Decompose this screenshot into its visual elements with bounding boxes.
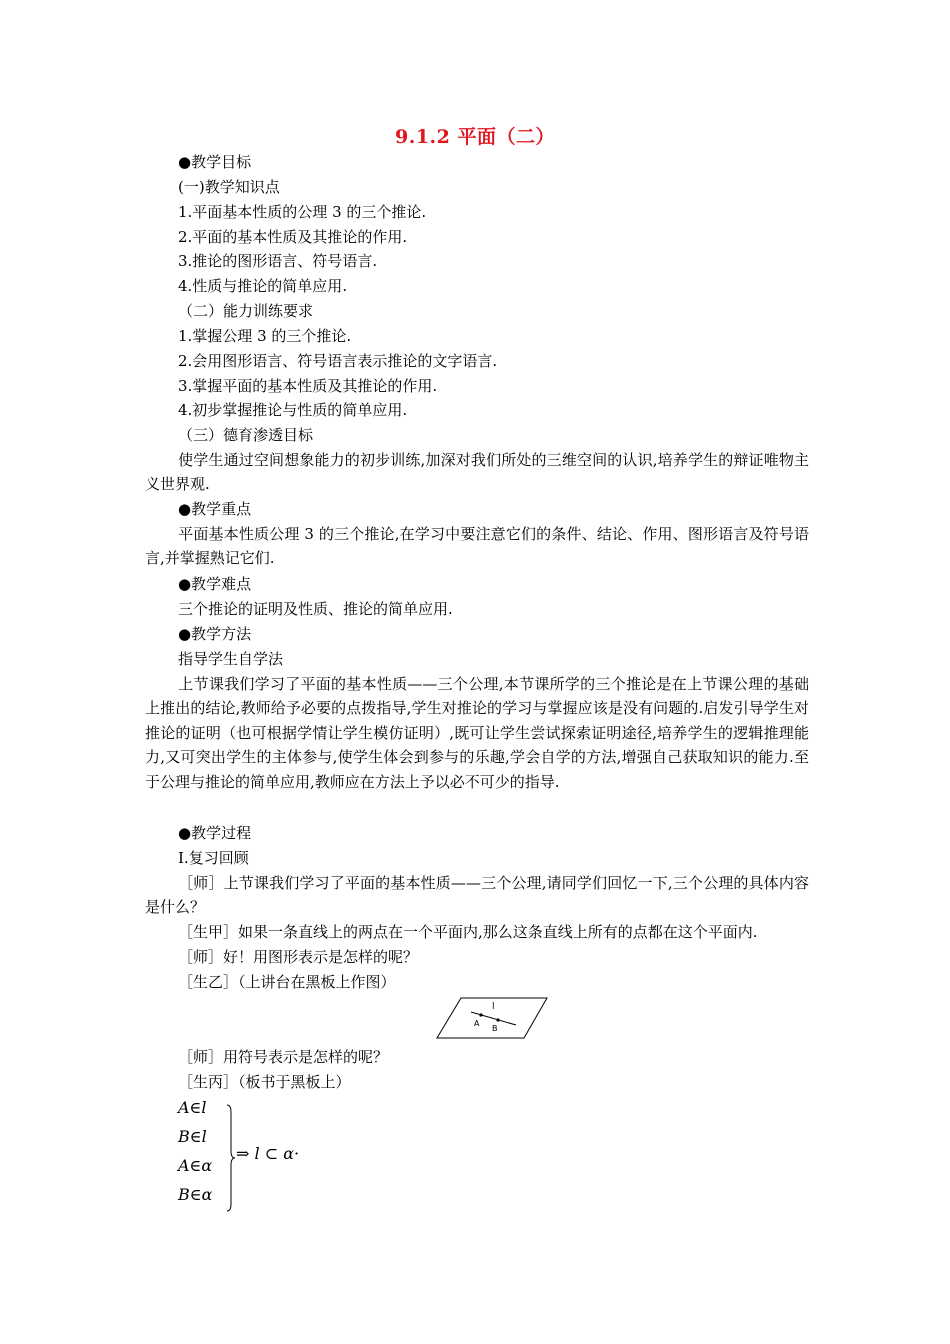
section-heading-difficulty: ●教学难点 <box>178 575 252 593</box>
label-b: B <box>492 1024 498 1033</box>
subheading-moral: （三）德育渗透目标 <box>178 426 314 444</box>
section-heading-key: ●教学重点 <box>178 500 252 518</box>
section-heading-method: ●教学方法 <box>178 625 252 643</box>
list-item: 3.掌握平面的基本性质及其推论的作用. <box>178 377 438 395</box>
section-heading-process: ●教学过程 <box>178 824 252 842</box>
dialogue-teacher-2: ［师］好！用图形表示是怎样的呢？ <box>178 948 419 966</box>
page-title: 9.1.2 平面（二） <box>394 126 555 148</box>
symbolic-formula <box>178 1098 300 1214</box>
formula-row: A∈α <box>178 1156 213 1175</box>
plane-figure <box>436 995 550 1041</box>
subheading-review: Ⅰ.复习回顾 <box>178 849 249 867</box>
label-l: l <box>492 1002 495 1012</box>
method-name: 指导学生自学法 <box>178 650 284 668</box>
point-b <box>496 1018 499 1021</box>
paragraph-method: 上节课我们学习了平面的基本性质——三个公理,本节课所学的三个推论是在上节课公理的基础上推出的结论,教师给予必要的点拨指导,学生对推论的学习与掌握应该是没有问题的.启发引导学生对推论的证明（也可根据学情让学生模仿证明）,既可让学生尝试探索证明途径,培养学生的逻辑推理能力,又可突出学生的主体参与,使学生体会到参与的乐趣,学会自学的方法,增强自己获取知识的能力.至于公理与推论的简单应用,教师应在方法上予以必不可少的指导. <box>145 675 809 791</box>
paragraph-key: 平面基本性质公理 3 的三个推论,在学习中要注意它们的条件、结论、作用、图形语言及符号语言,并掌握熟记它们. <box>145 525 809 568</box>
list-item: 2.平面的基本性质及其推论的作用. <box>178 228 408 246</box>
list-item: 1.掌握公理 3 的三个推论. <box>178 327 352 345</box>
paragraph-moral: 使学生通过空间想象能力的初步训练,加深对我们所处的三维空间的认识,培养学生的辩证唯物主义世界观. <box>145 451 809 494</box>
subheading-ability: （二）能力训练要求 <box>178 302 314 320</box>
list-item: 1.平面基本性质的公理 3 的三个推论. <box>178 203 427 221</box>
list-item: 3.推论的图形语言、符号语言. <box>178 252 378 270</box>
list-item: 2.会用图形语言、符号语言表示推论的文字语言. <box>178 352 498 370</box>
point-a <box>479 1013 482 1016</box>
dialogue-student-a: ［生甲］如果一条直线上的两点在一个平面内,那么这条直线上所有的点都在这个平面内. <box>178 923 758 941</box>
formula-row: B∈l <box>178 1127 207 1146</box>
section-heading-goal: ●教学目标 <box>178 153 252 171</box>
formula-row: A∈l <box>178 1098 207 1117</box>
dialogue-teacher-3: ［师］用符号表示是怎样的呢？ <box>178 1048 389 1066</box>
formula-row: B∈α <box>178 1185 213 1204</box>
dialogue-student-c: ［生丙］（板书于黑板上） <box>178 1073 351 1091</box>
dialogue-student-b: ［生乙］（上讲台在黑板上作图） <box>178 973 396 991</box>
subheading-knowledge: (一)教学知识点 <box>178 178 280 196</box>
paragraph-difficulty: 三个推论的证明及性质、推论的简单应用. <box>178 600 453 618</box>
label-a: A <box>474 1019 480 1028</box>
list-item: 4.性质与推论的简单应用. <box>178 277 348 295</box>
right-brace <box>226 1104 236 1212</box>
dialogue-teacher-1: ［师］上节课我们学习了平面的基本性质——三个公理,请同学们回忆一下,三个公理的具体内容是什么？ <box>145 874 809 917</box>
list-item: 4.初步掌握推论与性质的简单应用. <box>178 401 408 419</box>
formula-result: ⇒ l ⊂ α· <box>236 1144 300 1163</box>
